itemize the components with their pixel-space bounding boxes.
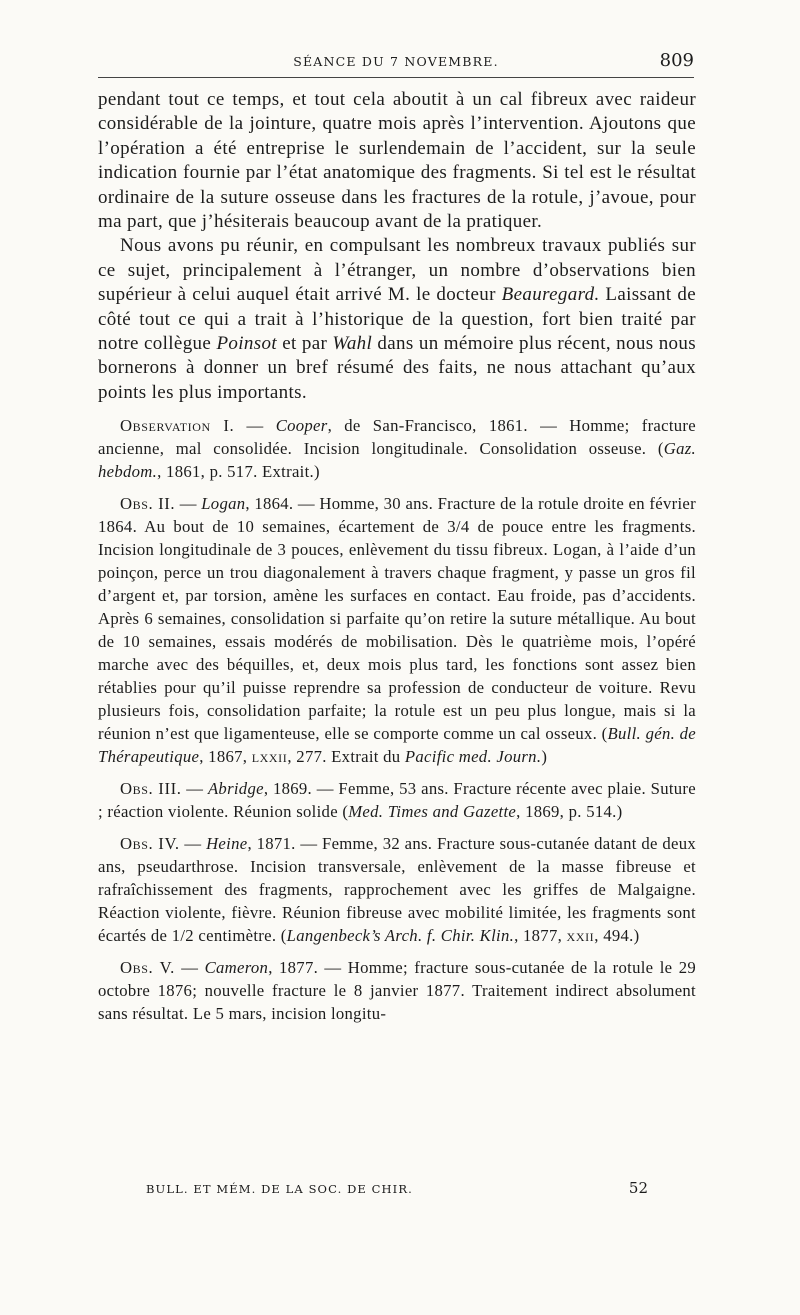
- signature-mark: 52: [628, 1179, 648, 1197]
- observation-author: Logan: [201, 494, 246, 514]
- observation-source: Bull. gén. de Thérapeutique: [98, 724, 696, 767]
- volume-number: lxxii: [251, 747, 288, 767]
- observation-text: , 1877. — Homme; fracture sous-cutanée de la rotule le 29 octobre 1876; nouvelle fracture le 8 janvier 1877. Traitement indirect absolument sans résultat. Le 5 mars, incision longitu-: [98, 958, 696, 1024]
- paragraph-text: dans un mémoire plus récent, nous nous bornerons à donner un bref résumé des faits, ne nous attachant qu’aux points les plus importants.: [98, 333, 696, 403]
- dash: —: [179, 834, 207, 854]
- observation-2: [98, 492, 696, 768]
- page-footer: [98, 1179, 698, 1199]
- paragraph-text: Laissant de côté tout ce qui a trait à l’historique de la question, fort bien traité par notre collègue: [98, 284, 697, 355]
- observation-text: , 1871. — Femme, 32 ans. Fracture sous-cutanée datant de deux ans, pseudarthrose. Incision transversale, enlèvement de la masse fibreuse et rafraîchissement des fragments, rapprochement avec les griffes de Malgaigne. Réaction violente, fièvre. Réunion fibreuse avec mobilité limitée, les fragments sont écartés de 1/2 centimètre. (: [98, 834, 697, 946]
- paragraph-text: Nous avons pu réunir, en compulsant les nombreux travaux publiés sur ce sujet, principalement à l’étranger, un nombre d’observations bien supérieur à celui auquel était arrivé M. le docteur: [98, 235, 696, 306]
- observation-text: , de San-Francisco, 1861. — Homme; fracture ancienne, mal consolidée. Incision longitudinale. Consolidation osseuse. (: [98, 416, 696, 459]
- observation-source: Gaz. hebdom.: [98, 439, 696, 482]
- observation-author: Heine: [206, 834, 248, 854]
- dash: —: [234, 416, 276, 436]
- paragraph-text: et par: [276, 333, 333, 355]
- dash: —: [181, 779, 208, 799]
- observation-label: Obs. II.: [120, 494, 176, 514]
- observation-text: , 494.): [594, 926, 640, 946]
- observation-3: [98, 777, 696, 823]
- volume-number: xxii: [566, 926, 595, 946]
- observation-text: , 1867,: [199, 747, 252, 767]
- observation-5: [98, 956, 696, 1025]
- running-head: [98, 50, 694, 74]
- observation-author: Cooper: [275, 416, 328, 436]
- observation-4: [98, 832, 696, 947]
- observation-1: [98, 414, 696, 483]
- observation-source: Pacific med. Journ.: [404, 747, 542, 767]
- author-name: Wahl: [332, 333, 373, 355]
- observation-author: Abridge: [207, 779, 264, 799]
- observation-source: Med. Times and Gazette: [348, 802, 517, 822]
- paragraph-continuation: pendant tout ce temps, et tout cela aboutit à un cal fibreux avec raideur considérable de la jointure, quatre mois après l’intervention. Ajoutons que l’opération a été entreprise le surlendemain de l’accident, sur la seule indication fournie par l’état anatomique des fragments. Si tel est le résultat ordinaire de la suture osseuse dans les fractures de la rotule, j’avoue, pour ma part, que j’hésiterais beaucoup avant de la pratiquer.: [98, 89, 696, 233]
- footer-journal-title: BULL. ET MÉM. DE LA SOC. DE CHIR.: [146, 1182, 413, 1196]
- author-name: Poinsot: [216, 333, 277, 355]
- author-name: Beauregard.: [501, 284, 600, 306]
- dash: —: [174, 958, 205, 978]
- paragraph-summary-intro: [98, 234, 696, 405]
- running-title: SÉANCE DU 7 NOVEMBRE.: [293, 54, 499, 69]
- observation-text: , 1869. — Femme, 53 ans. Fracture récente avec plaie. Suture ; réaction violente. Réunion solide (: [98, 779, 696, 822]
- observation-label: Obs. IV.: [120, 834, 180, 854]
- header-rule: [98, 77, 694, 78]
- observation-text: , 1869, p. 514.): [516, 802, 623, 822]
- observation-author: Cameron: [204, 958, 269, 978]
- dash: —: [175, 494, 202, 514]
- observation-label: Observation I.: [120, 416, 235, 436]
- observation-text: , 1861, p. 517. Extrait.): [157, 462, 320, 482]
- observation-label: Obs. III.: [120, 779, 182, 799]
- observation-text: , 1864. — Homme, 30 ans. Fracture de la rotule droite en février 1864. Au bout de 10 semaines, écartement de 3/4 de pouce entre les fragments. Incision longitudinale de 3 pouces, enlèvement du tissu fibreux. Logan, à l’aide d’un poinçon, perce un trou diagonalement à travers chaque fragment, y passe un gros fil d’argent et, par torsion, amène les surfaces en contact. Eau froide, pas d’accidents. Après 6 semaines, consolidation si parfaite qu’on retire la suture métallique. Au bout de 10 semaines, essais modérés de mobilisation. Dès le quatrième mois, l’opéré marche avec des béquilles, et, deux mois plus tard, les fonctions sont assez bien rétablies pour qu’il puisse reprendre sa profession de conducteur de voiture. Revu plusieurs fois, consolidation parfaite; la rotule est un peu plus longue, mais si la réunion n’est que ligamenteuse, elle se comporte comme un cal osseux. (: [98, 494, 696, 744]
- observation-text: , 1877,: [514, 926, 567, 946]
- observation-label: Obs. V.: [120, 958, 175, 978]
- observation-source: Langenbeck’s Arch. f. Chir. Klin.: [286, 926, 515, 946]
- page-number: 809: [659, 50, 694, 71]
- observation-text: ): [541, 747, 548, 767]
- text-block: [98, 88, 696, 1025]
- observation-text: , 277. Extrait du: [287, 747, 405, 767]
